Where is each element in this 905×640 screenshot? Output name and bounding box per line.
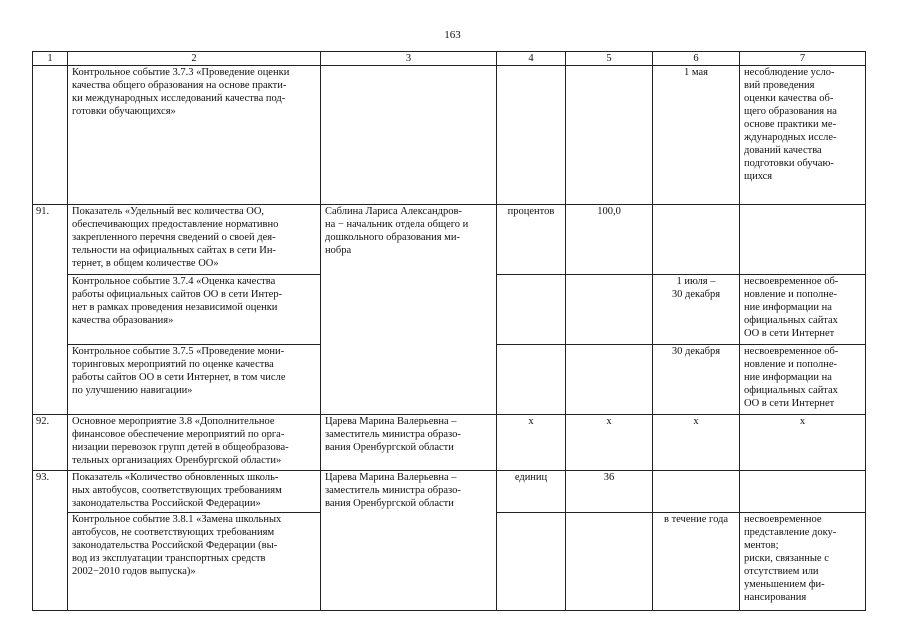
value: х (566, 415, 653, 471)
program-table (32, 51, 866, 611)
header-cell: 3 (321, 52, 497, 66)
header-cell: 6 (653, 52, 740, 66)
unit: единиц (497, 471, 566, 513)
header-cell: 2 (68, 52, 321, 66)
table-row (33, 66, 866, 205)
row-number: 93. (33, 471, 68, 611)
event-description: Контрольное событие 3.7.5 «Проведение мони- торинговых мероприятий по оценке качества работы сайтов ОО в сети Интернет, в том числе по улучшению навигации» (68, 345, 321, 415)
row-number: 91. (33, 205, 68, 415)
event-risk: несвоевременное представление доку- ментов; риски, связанные с отсутствием или уменьшением фи- нансирования (740, 513, 866, 611)
unit: процентов (497, 205, 566, 275)
event-deadline: 1 мая (653, 66, 740, 205)
event-description: Контрольное событие 3.7.4 «Оценка качества работы официальных сайтов ОО в сети Интер- нет в рамках проведения независимой оценки качества образования» (68, 275, 321, 345)
event-deadline: 1 июля – 30 декабря (653, 275, 740, 345)
responsible-person: Царева Марина Валерьевна – заместитель министра образо- вания Оренбургской области (321, 471, 497, 611)
event-risk: несоблюдение усло- вий проведения оценки качества об- щего образования на основе практики ме- ждународных иссле- дований качества подготовки обучаю- щихся (740, 66, 866, 205)
event-deadline: х (653, 415, 740, 471)
event-risk: несвоевременное об- новление и пополне- ние информации на официальных сайтах ОО в сети Интернет (740, 345, 866, 415)
value: 36 (566, 471, 653, 513)
table-row (33, 471, 866, 513)
indicator-description: Показатель «Количество обновленных школь- ных автобусов, соответствующих требованиям законодательства Российской Федерации» (68, 471, 321, 513)
event-description: Контрольное событие 3.8.1 «Замена школьных автобусов, не соответствующих требованиям законодательства Российской Федерации (вы- вод из эксплуатации транспортных средств 2002−2010 годов выпуска)» (68, 513, 321, 611)
event-risk: х (740, 415, 866, 471)
responsible-person: Царева Марина Валерьевна – заместитель министра образо- вания Оренбургской области (321, 415, 497, 471)
page-number: 163 (444, 29, 461, 41)
row-number: 92. (33, 415, 68, 471)
measure-description: Основное мероприятие 3.8 «Дополнительное финансовое обеспечение мероприятий по орга- низации перевозок групп детей в общеобразова- тельных организациях Оренбургской области» (68, 415, 321, 471)
header-row (33, 52, 866, 66)
event-deadline: в течение года (653, 513, 740, 611)
event-risk: несвоевременное об- новление и пополне- ние информации на официальных сайтах ОО в сети Интернет (740, 275, 866, 345)
table-row (33, 415, 866, 471)
header-cell: 4 (497, 52, 566, 66)
event-deadline: 30 декабря (653, 345, 740, 415)
event-description: Контрольное событие 3.7.3 «Проведение оценки качества общего образования на основе практи- ки международных исследований качества под- готовки обучающихся» (68, 66, 321, 205)
header-cell: 1 (33, 52, 68, 66)
value: 100,0 (566, 205, 653, 275)
indicator-description: Показатель «Удельный вес количества ОО, обеспечивающих предоставление нормативно закрепленного перечня сведений о своей дея- тельности на официальных сайтах в сети Ин- тернет, в общем количестве ОО» (68, 205, 321, 275)
unit: х (497, 415, 566, 471)
header-cell: 7 (740, 52, 866, 66)
table-row (33, 205, 866, 275)
responsible-person: Саблина Лариса Александров- на − начальник отдела общего и дошкольного образования ми- нобра (321, 205, 497, 415)
header-cell: 5 (566, 52, 653, 66)
